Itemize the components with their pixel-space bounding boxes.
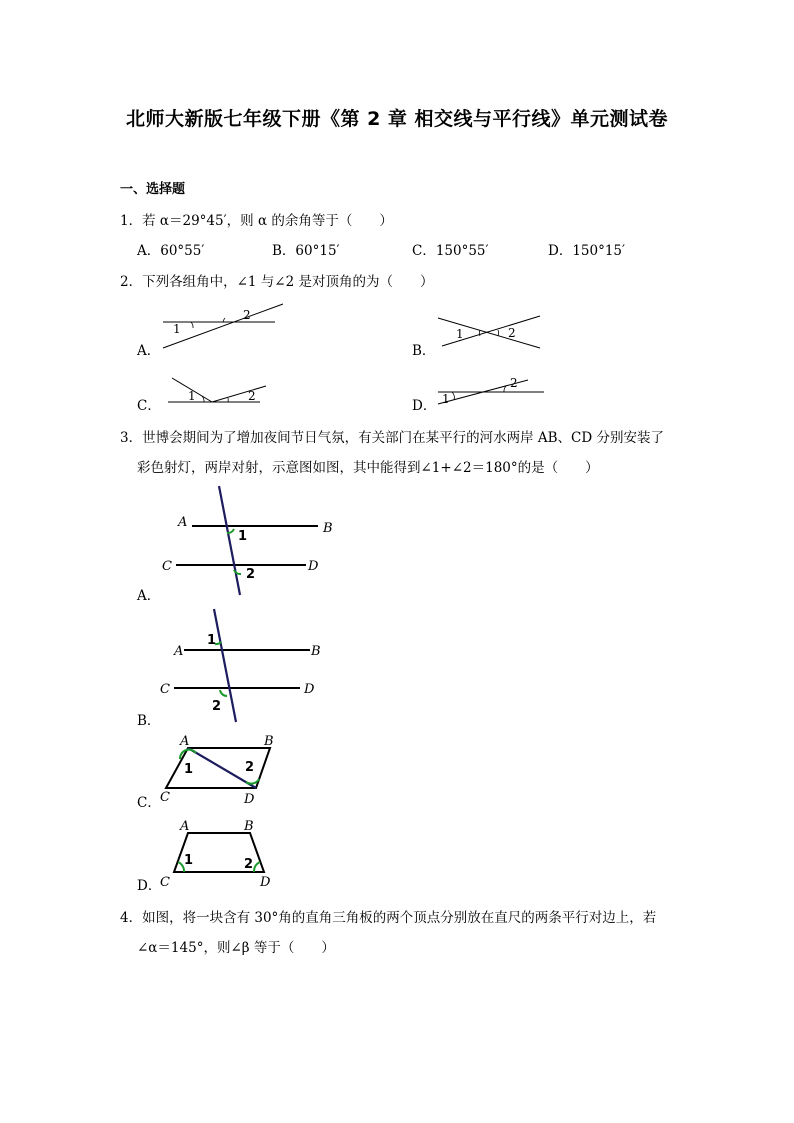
q2-stem: 2．下列各组角中，∠1 与∠2 是对顶角的为（ ） (120, 274, 434, 290)
q3-stem-line2: 彩色射灯，两岸对射，示意图如图，其中能得到∠1+∠2＝180°的是（ ） (137, 460, 599, 476)
q1-option-b: B．60°15′ (272, 243, 340, 259)
q1-stem: 1．若 α＝29°45′，则 α 的余角等于（ ） (120, 213, 393, 229)
q3a-point-a: A (178, 515, 188, 530)
q3d-point-a: A (180, 819, 190, 834)
q2-option-b-label: B． (412, 343, 436, 359)
q3d-angle-1: 1 (184, 853, 194, 868)
q3-figure-b (158, 606, 338, 726)
q3a-angle-1: 1 (238, 529, 248, 544)
q2b-angle-1: 1 (456, 327, 464, 341)
q3-figure-c (158, 733, 288, 808)
q2a-angle-1: 1 (173, 322, 181, 336)
q2-option-a-label: A． (137, 343, 161, 359)
q3a-point-b: B (323, 521, 333, 536)
q2-figure-c (162, 372, 272, 408)
q3c-point-a: A (180, 734, 190, 749)
q2-option-d-label: D． (412, 398, 437, 414)
q3-option-c-label: C． (137, 795, 161, 811)
q3d-angle-2: 2 (244, 857, 254, 872)
q3c-point-d: D (244, 792, 255, 807)
q3b-point-b: B (311, 644, 321, 659)
q2-option-c-label: C． (137, 398, 161, 414)
q3a-angle-2: 2 (246, 567, 256, 582)
q3-figure-d (158, 816, 288, 891)
q3d-point-b: B (244, 819, 254, 834)
q2-figure-a (155, 300, 295, 355)
q3c-point-c: C (160, 790, 170, 805)
q2d-angle-1: 1 (442, 392, 450, 406)
q2-figure-d (432, 372, 552, 408)
q3b-angle-1: 1 (207, 633, 217, 648)
q3b-point-a: A (174, 644, 184, 659)
q3c-angle-2: 2 (245, 760, 255, 775)
q3-option-b-label: B． (137, 713, 161, 729)
q3-stem-line1: 3．世博会期间为了增加夜间节日气氛，有关部门在某平行的河水两岸 AB、CD 分别安装了 (120, 430, 664, 446)
q2a-angle-2: 2 (243, 308, 251, 322)
q2c-angle-2: 2 (248, 389, 256, 403)
q3-option-d-label: D． (137, 878, 162, 894)
q4-stem-line2: ∠α＝145°，则∠β 等于（ ） (137, 940, 335, 956)
q2d-angle-2: 2 (510, 376, 518, 390)
q3d-point-d: D (260, 875, 271, 890)
q2-figure-b (432, 310, 552, 355)
page-title: 北师大新版七年级下册《第 2 章 相交线与平行线》单元测试卷 (125, 108, 669, 130)
q1-option-d: D．150°15′ (548, 243, 626, 259)
q3b-angle-2: 2 (212, 699, 222, 714)
q3d-point-c: C (160, 875, 170, 890)
q3-option-a-label: A． (137, 588, 161, 604)
q3a-point-d: D (308, 559, 319, 574)
q1-option-c: C．150°55′ (412, 243, 489, 259)
q3a-point-c: C (162, 559, 172, 574)
q3b-point-c: C (160, 682, 170, 697)
q1-option-a: A．60°55′ (137, 243, 205, 259)
q3c-angle-1: 1 (184, 762, 194, 777)
q3c-point-b: B (264, 734, 274, 749)
q3-figure-a (160, 484, 350, 599)
q4-stem-line1: 4．如图，将一块含有 30°角的直角三角板的两个顶点分别放在直尺的两条平行对边上，若 (120, 910, 657, 926)
q2b-angle-2: 2 (508, 326, 516, 340)
q3b-point-d: D (304, 682, 315, 697)
q2c-angle-1: 1 (188, 389, 196, 403)
section-heading: 一、选择题 (120, 182, 186, 197)
